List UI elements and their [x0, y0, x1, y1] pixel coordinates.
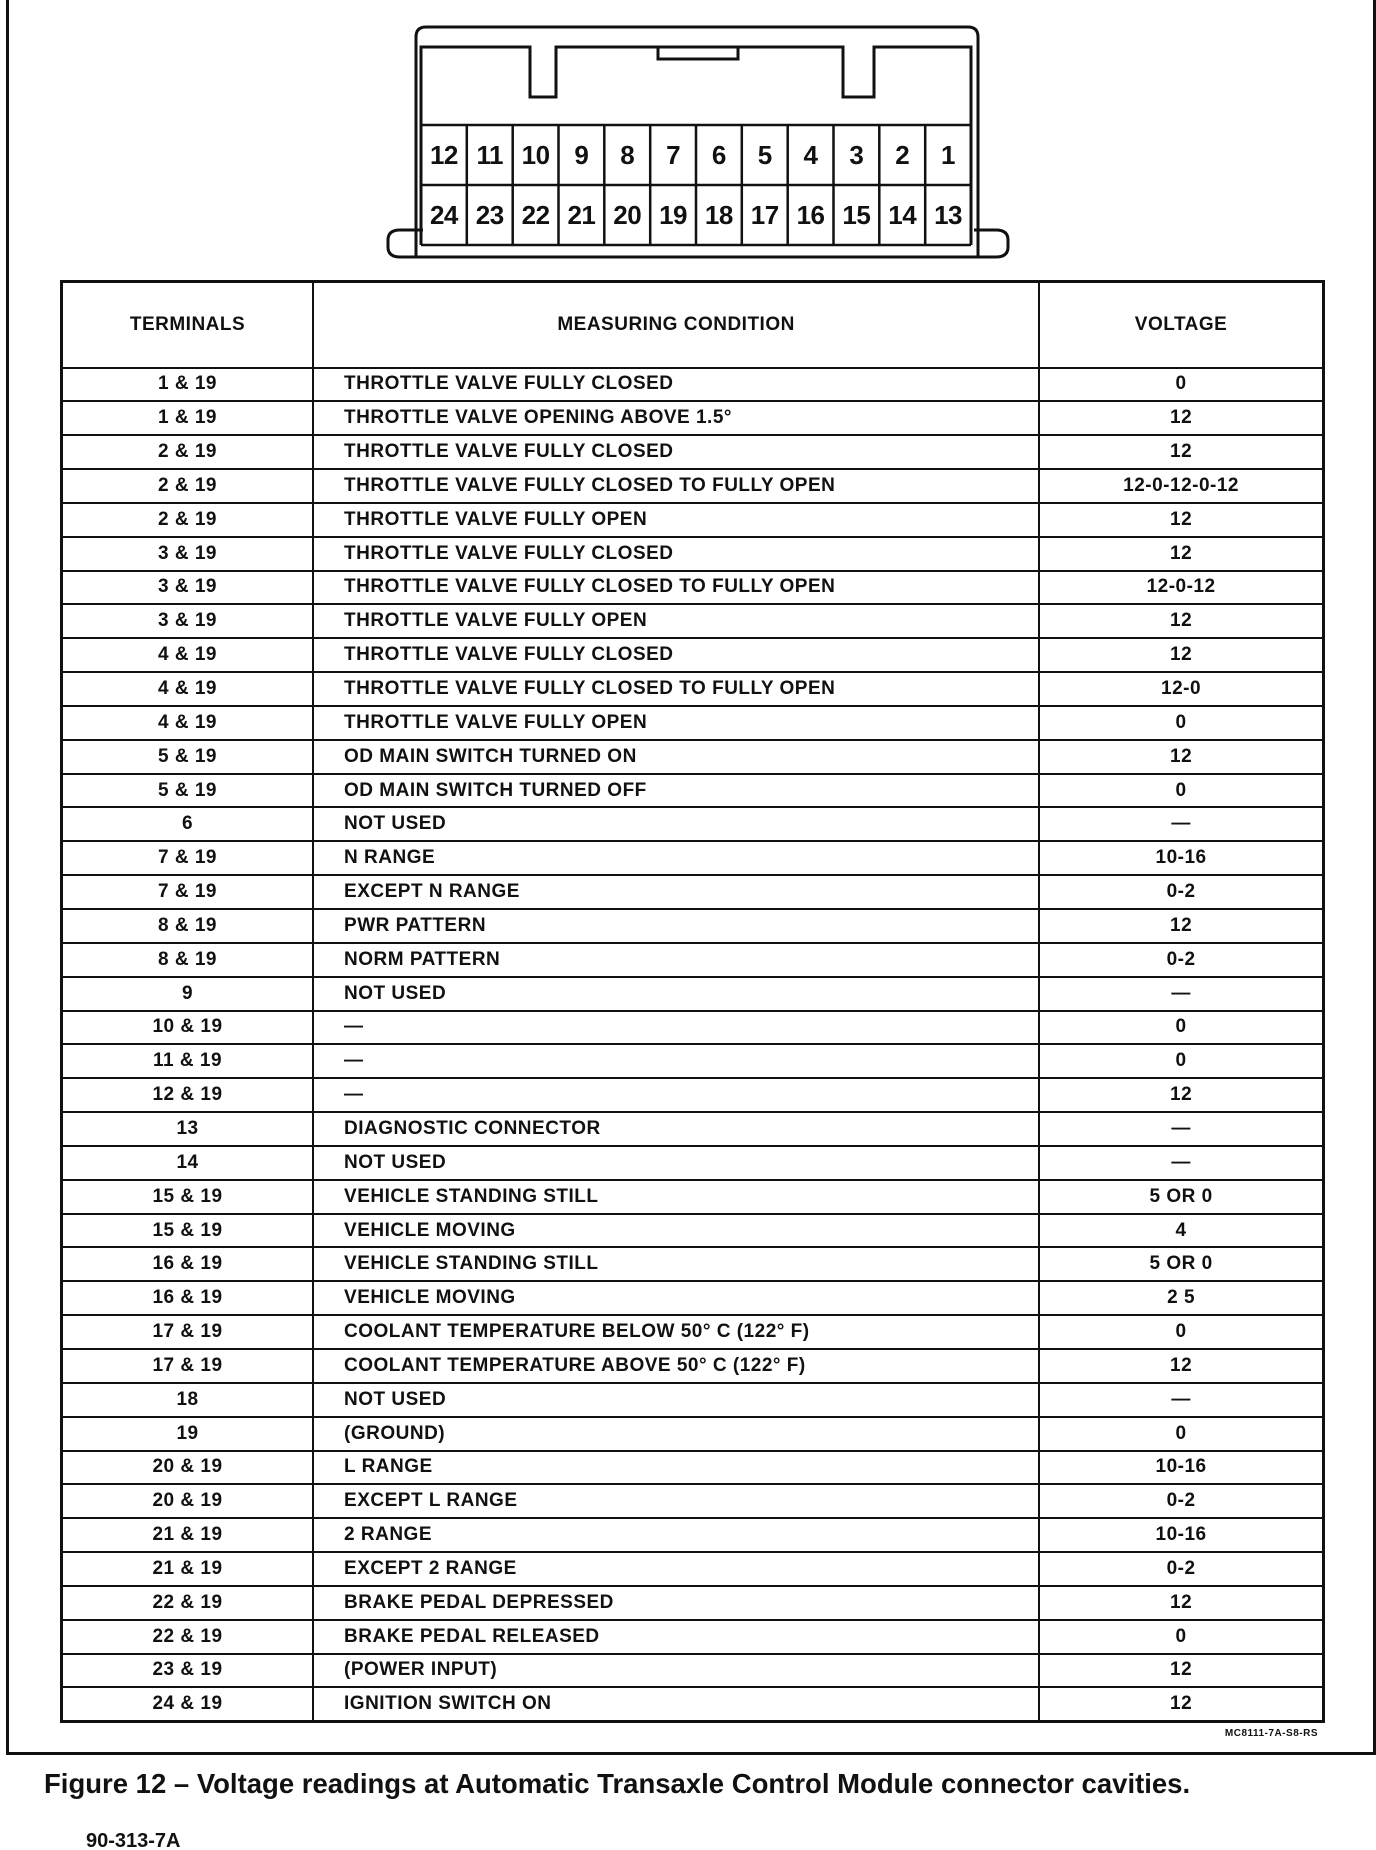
terminals-cell: 21 & 19	[62, 1518, 314, 1552]
voltage-cell: 10-16	[1039, 1518, 1323, 1552]
terminals-cell: 11 & 19	[62, 1044, 314, 1078]
connector-diagram	[368, 25, 1028, 265]
condition-cell: THROTTLE VALVE FULLY OPEN	[313, 706, 1039, 740]
terminals-cell: 18	[62, 1383, 314, 1417]
table-row	[62, 1146, 1324, 1180]
pin-grid	[421, 125, 971, 245]
table-row	[62, 1654, 1324, 1688]
pin-label: 22	[521, 199, 550, 230]
voltage-cell: 0	[1039, 1620, 1323, 1654]
header-voltage: VOLTAGE	[1039, 282, 1323, 368]
terminals-cell: 2 & 19	[62, 435, 314, 469]
terminals-cell: 10 & 19	[62, 1011, 314, 1045]
terminals-cell: 7 & 19	[62, 841, 314, 875]
voltage-cell: 5 OR 0	[1039, 1180, 1323, 1214]
table-row	[62, 1281, 1324, 1315]
voltage-cell: —	[1039, 977, 1323, 1011]
pin-row-top	[421, 125, 971, 185]
voltage-cell: 12-0	[1039, 672, 1323, 706]
voltage-cell: 0	[1039, 368, 1323, 402]
pin-label: 21	[567, 199, 596, 230]
table-row	[62, 706, 1324, 740]
voltage-cell: 12	[1039, 604, 1323, 638]
pin-label: 24	[429, 199, 458, 230]
table-row	[62, 1518, 1324, 1552]
condition-cell: L RANGE	[313, 1451, 1039, 1485]
terminals-cell: 16 & 19	[62, 1247, 314, 1281]
table-row	[62, 1044, 1324, 1078]
terminals-cell: 7 & 19	[62, 875, 314, 909]
condition-cell: PWR PATTERN	[313, 909, 1039, 943]
condition-cell: —	[313, 1078, 1039, 1112]
condition-cell: COOLANT TEMPERATURE BELOW 50° C (122° F)	[313, 1315, 1039, 1349]
pin-row-bottom	[421, 185, 971, 245]
table-row	[62, 1214, 1324, 1248]
voltage-cell: 12-0-12	[1039, 571, 1323, 605]
condition-cell: THROTTLE VALVE FULLY CLOSED	[313, 368, 1039, 402]
pin-label: 15	[842, 199, 871, 230]
table-row	[62, 537, 1324, 571]
voltage-cell: 5 OR 0	[1039, 1247, 1323, 1281]
table-row	[62, 1586, 1324, 1620]
voltage-cell: 12	[1039, 909, 1323, 943]
condition-cell: THROTTLE VALVE FULLY CLOSED TO FULLY OPEN	[313, 469, 1039, 503]
terminals-cell: 5 & 19	[62, 774, 314, 808]
terminals-cell: 1 & 19	[62, 401, 314, 435]
table-row	[62, 774, 1324, 808]
voltage-cell: —	[1039, 1146, 1323, 1180]
pin-label: 1	[941, 139, 955, 170]
voltage-cell: 12	[1039, 638, 1323, 672]
voltage-cell: 12	[1039, 740, 1323, 774]
pin-label: 7	[666, 139, 681, 170]
table-row	[62, 503, 1324, 537]
table-row	[62, 1687, 1324, 1721]
table-row	[62, 1011, 1324, 1045]
table-row	[62, 1451, 1324, 1485]
voltage-cell: —	[1039, 807, 1323, 841]
condition-cell: THROTTLE VALVE OPENING ABOVE 1.5°	[313, 401, 1039, 435]
table-row	[62, 1247, 1324, 1281]
table-row	[62, 1620, 1324, 1654]
terminals-cell: 4 & 19	[62, 706, 314, 740]
table-row	[62, 1112, 1324, 1146]
pin-label: 13	[934, 199, 962, 230]
table-row	[62, 469, 1324, 503]
terminals-cell: 6	[62, 807, 314, 841]
condition-cell: OD MAIN SWITCH TURNED ON	[313, 740, 1039, 774]
voltage-cell: —	[1039, 1383, 1323, 1417]
terminals-cell: 20 & 19	[62, 1484, 314, 1518]
table-row	[62, 841, 1324, 875]
terminals-cell: 17 & 19	[62, 1349, 314, 1383]
table-row	[62, 435, 1324, 469]
voltage-cell: 0-2	[1039, 1552, 1323, 1586]
voltage-cell: 12	[1039, 503, 1323, 537]
voltage-cell: 0	[1039, 1044, 1323, 1078]
voltage-table	[60, 280, 1325, 1723]
pin-label: 14	[888, 199, 917, 230]
terminals-cell: 24 & 19	[62, 1687, 314, 1721]
table-row	[62, 1349, 1324, 1383]
header-terminals: TERMINALS	[62, 282, 314, 368]
pin-label: 3	[849, 139, 864, 170]
condition-cell: EXCEPT 2 RANGE	[313, 1552, 1039, 1586]
condition-cell: NOT USED	[313, 1383, 1039, 1417]
condition-cell: 2 RANGE	[313, 1518, 1039, 1552]
condition-cell: VEHICLE STANDING STILL	[313, 1247, 1039, 1281]
table-row	[62, 672, 1324, 706]
terminals-cell: 5 & 19	[62, 740, 314, 774]
pin-label: 11	[476, 139, 503, 170]
reference-code: MC8111-7A-S8-RS	[1224, 1728, 1318, 1739]
condition-cell: BRAKE PEDAL RELEASED	[313, 1620, 1039, 1654]
table-row	[62, 1315, 1324, 1349]
table-row	[62, 740, 1324, 774]
voltage-cell: 0-2	[1039, 1484, 1323, 1518]
voltage-cell: 4	[1039, 1214, 1323, 1248]
condition-cell: DIAGNOSTIC CONNECTOR	[313, 1112, 1039, 1146]
terminals-cell: 4 & 19	[62, 638, 314, 672]
terminals-cell: 3 & 19	[62, 537, 314, 571]
condition-cell: NOT USED	[313, 977, 1039, 1011]
voltage-cell: 0	[1039, 1417, 1323, 1451]
condition-cell: VEHICLE MOVING	[313, 1281, 1039, 1315]
terminals-cell: 3 & 19	[62, 604, 314, 638]
voltage-cell: 10-16	[1039, 1451, 1323, 1485]
figure-caption: Figure 12 – Voltage readings at Automatic Transaxle Control Module connector cavities.	[44, 1768, 1191, 1799]
voltage-cell: 12	[1039, 435, 1323, 469]
condition-cell: THROTTLE VALVE FULLY OPEN	[313, 604, 1039, 638]
pin-label: 5	[757, 139, 772, 170]
terminals-cell: 3 & 19	[62, 571, 314, 605]
table-row	[62, 1078, 1324, 1112]
pin-label: 9	[574, 139, 589, 170]
terminals-cell: 13	[62, 1112, 314, 1146]
terminals-cell: 8 & 19	[62, 909, 314, 943]
condition-cell: THROTTLE VALVE FULLY CLOSED	[313, 435, 1039, 469]
pin-label: 4	[803, 139, 818, 170]
table-row	[62, 368, 1324, 402]
terminals-cell: 1 & 19	[62, 368, 314, 402]
table-row	[62, 909, 1324, 943]
voltage-cell: 0-2	[1039, 943, 1323, 977]
terminals-cell: 4 & 19	[62, 672, 314, 706]
voltage-cell: 12	[1039, 537, 1323, 571]
condition-cell: OD MAIN SWITCH TURNED OFF	[313, 774, 1039, 808]
condition-cell: THROTTLE VALVE FULLY OPEN	[313, 503, 1039, 537]
terminals-cell: 2 & 19	[62, 503, 314, 537]
condition-cell: NORM PATTERN	[313, 943, 1039, 977]
table-row	[62, 571, 1324, 605]
condition-cell: EXCEPT L RANGE	[313, 1484, 1039, 1518]
terminals-cell: 17 & 19	[62, 1315, 314, 1349]
terminals-cell: 15 & 19	[62, 1214, 314, 1248]
voltage-cell: 0	[1039, 1011, 1323, 1045]
table-row	[62, 1417, 1324, 1451]
terminals-cell: 19	[62, 1417, 314, 1451]
condition-cell: COOLANT TEMPERATURE ABOVE 50° C (122° F)	[313, 1349, 1039, 1383]
table-row	[62, 1484, 1324, 1518]
table-row	[62, 638, 1324, 672]
voltage-cell: 2 5	[1039, 1281, 1323, 1315]
voltage-cell: 12	[1039, 1349, 1323, 1383]
voltage-cell: 0	[1039, 706, 1323, 740]
voltage-cell: 0-2	[1039, 875, 1323, 909]
table-row	[62, 1552, 1324, 1586]
condition-cell: THROTTLE VALVE FULLY CLOSED TO FULLY OPEN	[313, 571, 1039, 605]
voltage-cell: —	[1039, 1112, 1323, 1146]
voltage-cell: 12	[1039, 1654, 1323, 1688]
table-row	[62, 875, 1324, 909]
terminals-cell: 21 & 19	[62, 1552, 314, 1586]
table-row	[62, 943, 1324, 977]
condition-cell: (GROUND)	[313, 1417, 1039, 1451]
terminals-cell: 22 & 19	[62, 1620, 314, 1654]
table-header-row	[62, 282, 1324, 368]
voltage-cell: 0	[1039, 774, 1323, 808]
pin-label: 6	[711, 139, 726, 170]
terminals-cell: 16 & 19	[62, 1281, 314, 1315]
condition-cell: THROTTLE VALVE FULLY CLOSED	[313, 537, 1039, 571]
voltage-cell: 12	[1039, 1586, 1323, 1620]
pin-label: 23	[475, 199, 504, 230]
terminals-cell: 22 & 19	[62, 1586, 314, 1620]
pin-label: 17	[750, 199, 779, 230]
condition-cell: THROTTLE VALVE FULLY CLOSED TO FULLY OPEN	[313, 672, 1039, 706]
pin-label: 18	[704, 199, 733, 230]
terminals-cell: 9	[62, 977, 314, 1011]
pin-label: 10	[521, 139, 550, 170]
condition-cell: N RANGE	[313, 841, 1039, 875]
condition-cell: VEHICLE MOVING	[313, 1214, 1039, 1248]
header-measuring-condition: MEASURING CONDITION	[313, 282, 1039, 368]
voltage-cell: 12	[1039, 401, 1323, 435]
pin-label: 8	[620, 139, 635, 170]
pin-label: 19	[659, 199, 688, 230]
voltage-cell: 10-16	[1039, 841, 1323, 875]
table-row	[62, 1180, 1324, 1214]
pin-label: 16	[796, 199, 825, 230]
terminals-cell: 8 & 19	[62, 943, 314, 977]
voltage-cell: 0	[1039, 1315, 1323, 1349]
voltage-cell: 12	[1039, 1078, 1323, 1112]
terminals-cell: 20 & 19	[62, 1451, 314, 1485]
table-body	[62, 368, 1324, 1722]
pin-label: 12	[429, 139, 458, 170]
condition-cell: NOT USED	[313, 807, 1039, 841]
terminals-cell: 14	[62, 1146, 314, 1180]
table-row	[62, 604, 1324, 638]
pin-label: 20	[613, 199, 642, 230]
table-row	[62, 807, 1324, 841]
condition-cell: BRAKE PEDAL DEPRESSED	[313, 1586, 1039, 1620]
condition-cell: VEHICLE STANDING STILL	[313, 1180, 1039, 1214]
voltage-cell: 12	[1039, 1687, 1323, 1721]
terminals-cell: 23 & 19	[62, 1654, 314, 1688]
terminals-cell: 15 & 19	[62, 1180, 314, 1214]
table-row	[62, 977, 1324, 1011]
condition-cell: (POWER INPUT)	[313, 1654, 1039, 1688]
condition-cell: —	[313, 1044, 1039, 1078]
table-row	[62, 401, 1324, 435]
condition-cell: THROTTLE VALVE FULLY CLOSED	[313, 638, 1039, 672]
table-row	[62, 1383, 1324, 1417]
condition-cell: IGNITION SWITCH ON	[313, 1687, 1039, 1721]
condition-cell: NOT USED	[313, 1146, 1039, 1180]
condition-cell: —	[313, 1011, 1039, 1045]
voltage-cell: 12-0-12-0-12	[1039, 469, 1323, 503]
pin-label: 2	[895, 139, 910, 170]
terminals-cell: 2 & 19	[62, 469, 314, 503]
condition-cell: EXCEPT N RANGE	[313, 875, 1039, 909]
document-number: 90-313-7A	[86, 1830, 181, 1850]
terminals-cell: 12 & 19	[62, 1078, 314, 1112]
